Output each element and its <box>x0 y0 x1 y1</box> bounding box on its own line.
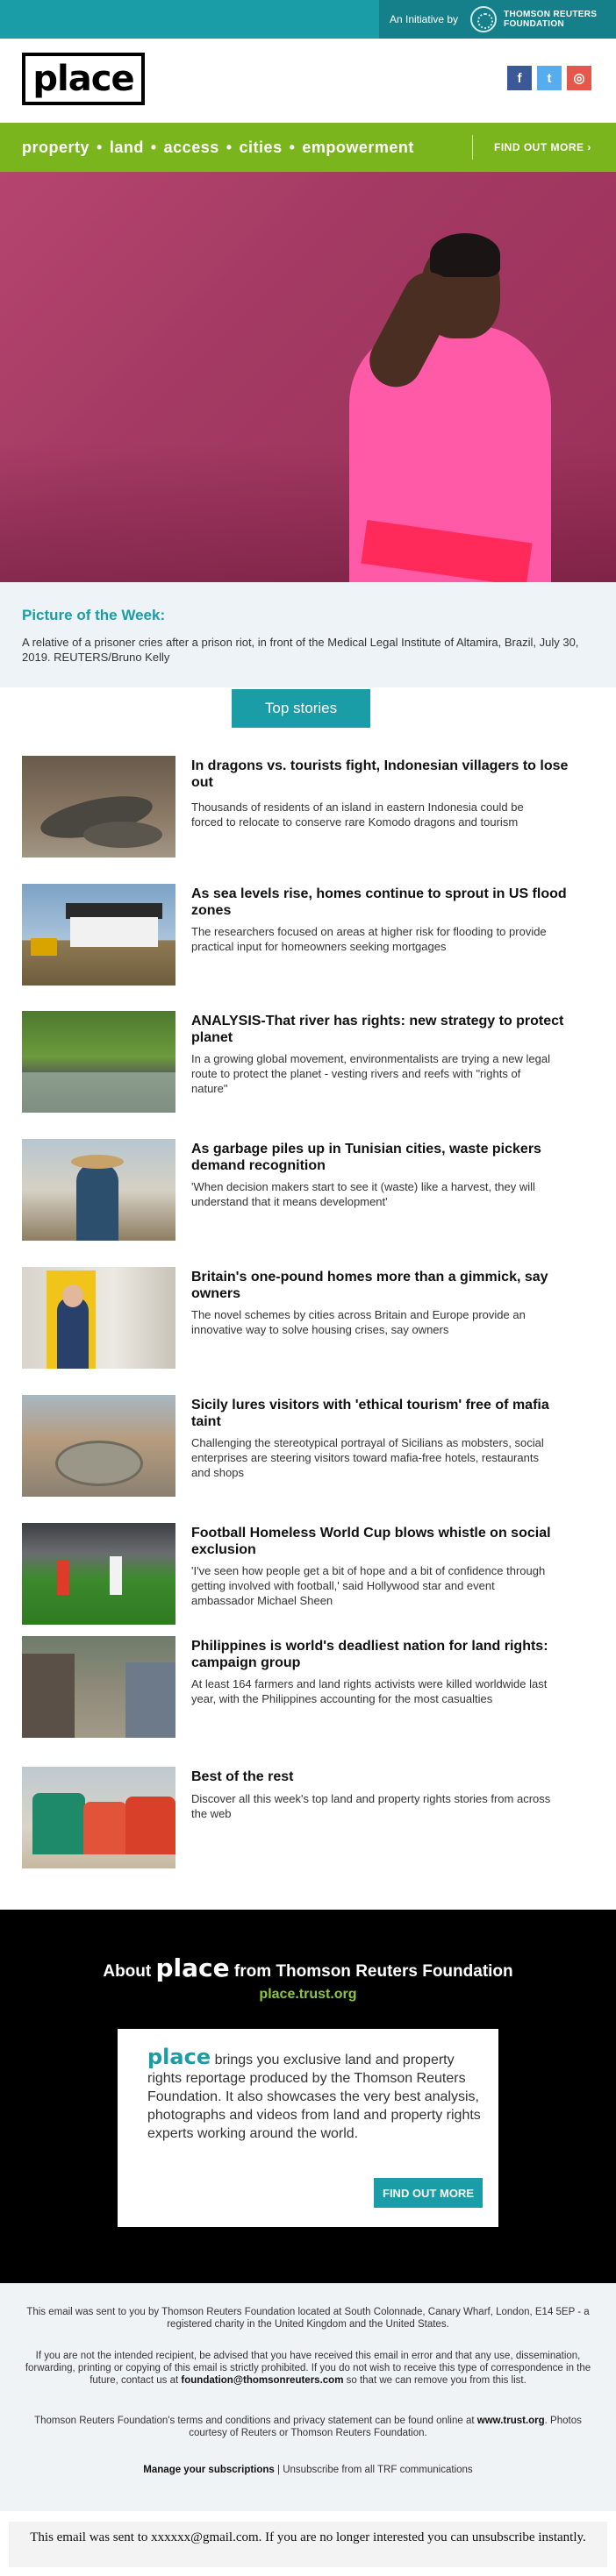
story-title[interactable]: Philippines is world's deadliest nation for land rights: campaign group <box>191 1639 548 1670</box>
thumb-shape <box>71 1155 124 1169</box>
nav-separator: • <box>226 139 233 156</box>
story-title[interactable]: As sea levels rise, homes continue to sprout in US flood zones <box>191 886 567 918</box>
twitter-icon[interactable]: t <box>537 66 562 90</box>
topic-nav <box>0 123 616 172</box>
find-out-more-link[interactable]: FIND OUT MORE › <box>494 141 591 153</box>
story-description: The novel schemes by cities across Britain and Europe provide an innovative way to solve housing crises, say owners <box>191 1308 526 1336</box>
thumb-shape <box>32 1793 85 1854</box>
story-description: In a growing global movement, environmentalists are trying a new legal route to protect the planet - vesting rivers and reefs with "rights of nature" <box>191 1052 550 1095</box>
trf-line2: FOUNDATION <box>504 19 564 29</box>
photo-subject-hair <box>430 233 500 277</box>
story-description: Discover all this week's top land and property rights stories from across the web <box>191 1792 551 1820</box>
story-description: 'I've seen how people get a bit of hope and a bit of confidence through getting involved with football,' said Hollywood star and event ambassador Michael Sheen <box>191 1564 546 1607</box>
thumb-shape <box>83 822 162 848</box>
about-box-brand: place <box>147 2045 211 2069</box>
story-thumbnail[interactable] <box>22 1267 175 1369</box>
picture-of-week-photo[interactable] <box>0 172 616 582</box>
unsubscribe-notice[interactable]: This email was sent to xxxxxx@gmail.com. If you are no longer interested you can unsubscribe instantly. <box>9 2522 607 2567</box>
nav-separator: • <box>150 139 157 156</box>
manage-subscriptions-link[interactable]: Manage your subscriptions <box>143 2465 275 2475</box>
footer-trust-link[interactable]: www.trust.org <box>476 2416 545 2426</box>
about-title-suffix: from Thomson Reuters Foundation <box>233 1962 513 1981</box>
story-item[interactable] <box>22 1523 601 1626</box>
nav-separator: • <box>289 139 296 156</box>
instagram-icon[interactable]: ◎ <box>567 66 591 90</box>
story-item[interactable] <box>22 1767 601 1870</box>
thumb-shape <box>110 1556 122 1595</box>
facebook-icon[interactable]: f <box>507 66 532 90</box>
story-description: Thousands of residents of an island in eastern Indonesia could be forced to relocate to conserve rare Komodo dragons and tourism <box>191 801 524 829</box>
thumb-shape <box>22 1072 175 1113</box>
story-description: At least 164 farmers and land rights activists were killed worldwide last year, with the Philippines accounting for the most casualties <box>191 1677 548 1705</box>
trf-name <box>504 10 597 29</box>
initiative-badge[interactable] <box>379 0 616 39</box>
footer-contact-email[interactable]: foundation@thomsonreuters.com <box>181 2375 344 2386</box>
story-title[interactable]: ANALYSIS-That river has rights: new strategy to protect planet <box>191 1014 564 1045</box>
about-title <box>0 1953 616 1982</box>
nav-item-empowerment[interactable]: empowerment <box>302 139 414 156</box>
thumb-shape <box>62 1284 83 1307</box>
about-section <box>0 1910 616 2283</box>
thumb-shape <box>125 1662 175 1738</box>
thumb-shape <box>22 1654 75 1738</box>
story-title[interactable]: Sicily lures visitors with 'ethical tourism' free of mafia taint <box>191 1398 549 1429</box>
story-title[interactable]: Football Homeless World Cup blows whistle on social exclusion <box>191 1526 551 1557</box>
header <box>0 39 616 123</box>
story-description: The researchers focused on areas at higher risk for flooding to provide practical input for homeowners seeking mortgages <box>191 925 547 953</box>
trf-line1: THOMSON REUTERS <box>504 10 598 19</box>
thumb-shape <box>55 1441 143 1486</box>
footer-disclaimer-end: so that we can remove you from this list. <box>346 2375 526 2386</box>
potw-title: Picture of the Week: <box>22 607 166 623</box>
about-text <box>147 2045 481 2143</box>
footer-terms-end: . Photos courtesy of Reuters or Thomson Reuters Foundation. <box>189 2416 582 2438</box>
story-item[interactable] <box>22 1139 601 1242</box>
footer-disclaimer-text: If you are not the intended recipient, be advised that you have received this email in error and that any use, dissemination, forwarding, printing or copying of this email is strictly prohibited. If you do not wish to receive this type of correspondence in the future, contact us at <box>25 2351 591 2386</box>
story-thumbnail[interactable] <box>22 1011 175 1113</box>
footer-terms <box>18 2415 598 2439</box>
story-title[interactable]: As garbage piles up in Tunisian cities, waste pickers demand recognition <box>191 1142 541 1173</box>
about-title-brand: place <box>155 1953 230 1982</box>
about-box <box>118 2029 498 2227</box>
trf-logo-icon <box>470 6 497 32</box>
story-item[interactable] <box>22 1636 601 1740</box>
story-thumbnail[interactable] <box>22 756 175 857</box>
thumb-shape <box>76 1163 118 1241</box>
story-thumbnail[interactable] <box>22 1636 175 1738</box>
footer <box>0 2283 616 2511</box>
footer-disclaimer <box>18 2350 598 2387</box>
nav-separator: • <box>97 139 103 156</box>
social-links <box>507 66 591 90</box>
nav-item-land[interactable]: land <box>109 139 144 156</box>
story-title[interactable]: Britain's one-pound homes more than a gimmick, say owners <box>191 1270 548 1301</box>
potw-caption: A relative of a prisoner cries after a prison riot, in front of the Medical Legal Institute of Altamira, Brazil, July 30, 2019. REUTERS/Bruno Kelly <box>22 636 579 664</box>
nav-item-property[interactable]: property <box>22 139 90 156</box>
initiative-label: An Initiative by <box>390 13 459 25</box>
thumb-shape <box>125 1797 175 1854</box>
place-logo[interactable]: place <box>22 53 145 105</box>
footer-link-separator: | <box>277 2465 281 2475</box>
top-bar <box>0 0 616 39</box>
story-item[interactable] <box>22 884 601 987</box>
top-stories-label: Top stories <box>232 689 370 728</box>
about-url-link[interactable]: place.trust.org <box>259 1987 357 2002</box>
story-thumbnail[interactable] <box>22 1395 175 1497</box>
story-title[interactable]: Best of the rest <box>191 1769 294 1784</box>
story-thumbnail[interactable] <box>22 1523 175 1625</box>
about-find-out-more-button[interactable]: FIND OUT MORE <box>374 2178 483 2208</box>
story-item[interactable] <box>22 1011 601 1114</box>
nav-item-access[interactable]: access <box>163 139 219 156</box>
about-title-prefix: About <box>103 1962 152 1981</box>
footer-subscription-links <box>18 2464 598 2476</box>
story-item[interactable] <box>22 756 601 859</box>
footer-terms-text: Thomson Reuters Foundation's terms and conditions and privacy statement can be found online at <box>34 2416 475 2426</box>
story-item[interactable] <box>22 1395 601 1498</box>
story-thumbnail[interactable] <box>22 884 175 986</box>
unsubscribe-all-link[interactable]: Unsubscribe from all TRF communications <box>283 2465 473 2475</box>
story-description: 'When decision makers start to see it (waste) like a harvest, they will understand that it means development' <box>191 1180 535 1208</box>
about-box-text: brings you exclusive land and property rights reportage produced by the Thomson Reuters Foundation. It also showcases the very best analysis, photographs and videos from land and property rights experts working around the world. <box>147 2053 481 2141</box>
nav-divider <box>472 135 473 160</box>
footer-sender-note: This email was sent to you by Thomson Reuters Foundation located at South Colonnade, Canary Wharf, London, E14 5EP - a registered charity in the United Kingdom and the United States. <box>26 2307 590 2330</box>
picture-of-week <box>0 582 616 687</box>
thumb-shape <box>57 1297 89 1369</box>
thumb-shape <box>70 917 158 947</box>
story-thumbnail[interactable] <box>22 1139 175 1241</box>
nav-items <box>22 139 414 157</box>
thumb-shape <box>83 1802 127 1854</box>
story-title[interactable]: In dragons vs. tourists fight, Indonesian villagers to lose out <box>191 758 569 790</box>
thumb-shape <box>31 938 57 956</box>
story-thumbnail[interactable] <box>22 1767 175 1868</box>
story-description: Challenging the stereotypical portrayal of Sicilians as mobsters, social enterprises are steering visitors toward mafia-free hotels, restaurants and shops <box>191 1436 544 1479</box>
thumb-shape <box>57 1560 69 1595</box>
nav-item-cities[interactable]: cities <box>239 139 283 156</box>
story-item[interactable] <box>22 1267 601 1370</box>
